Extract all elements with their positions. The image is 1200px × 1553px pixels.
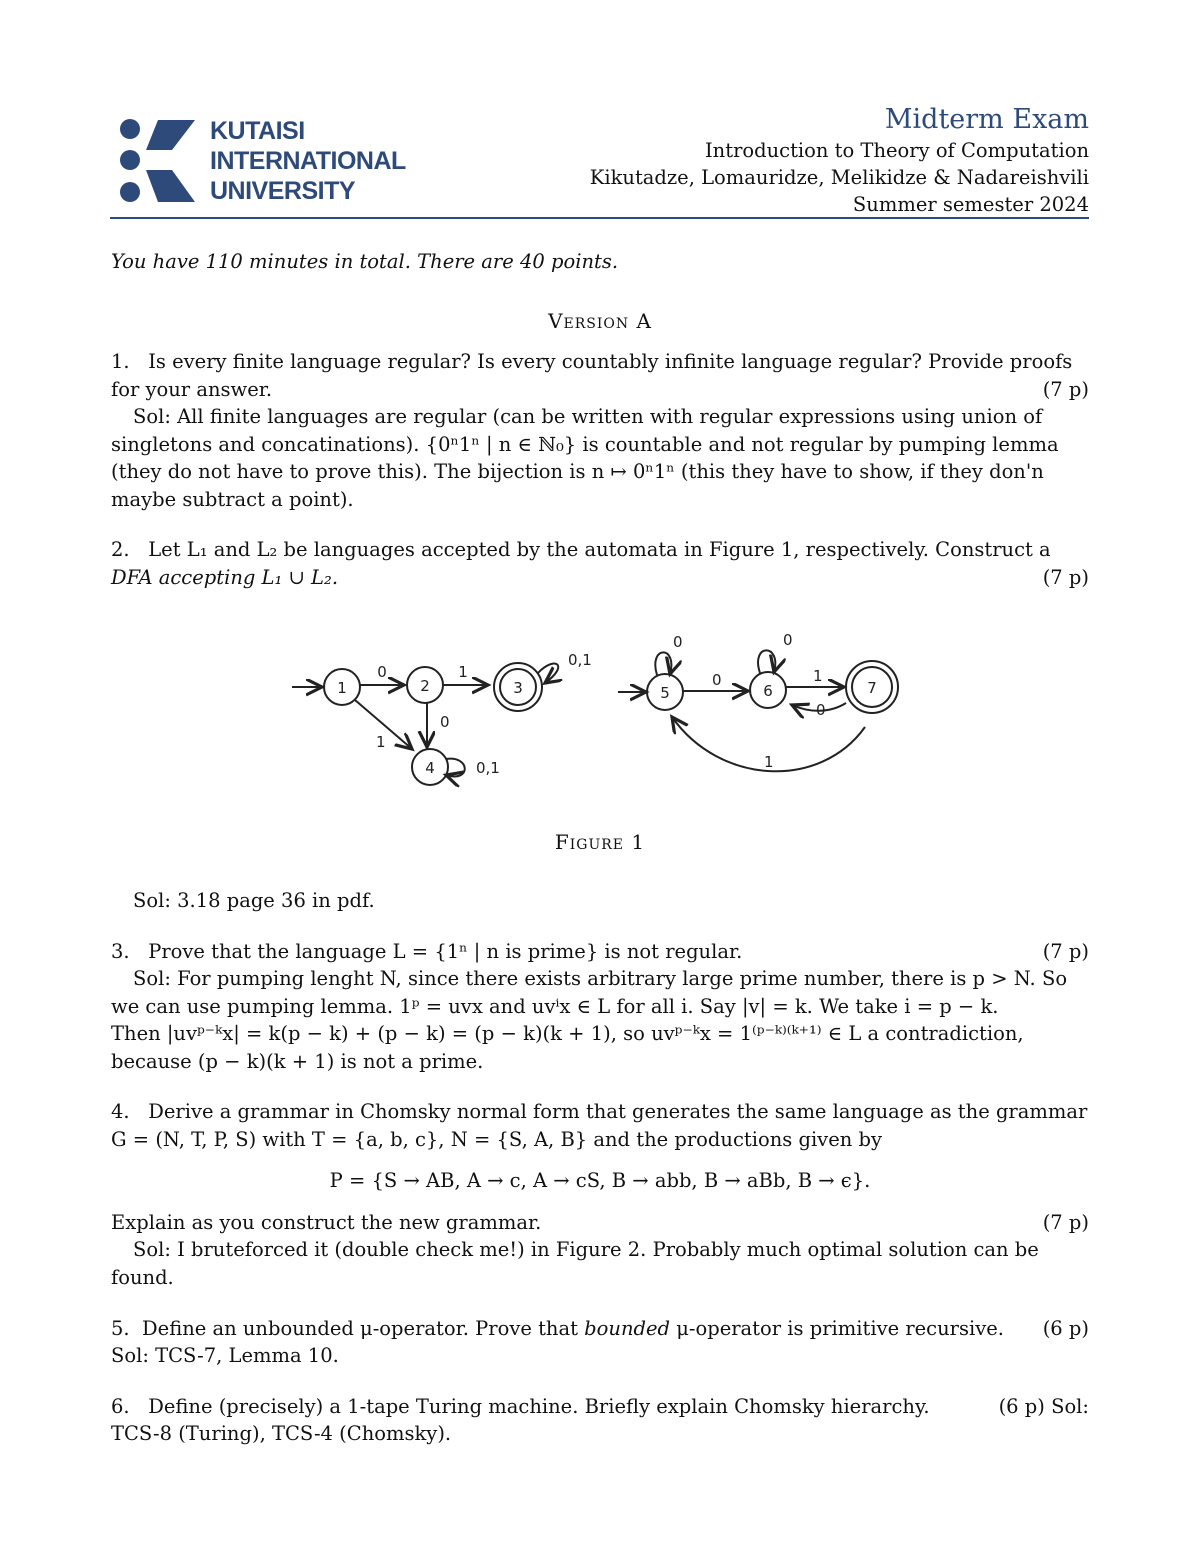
automaton-1 xyxy=(292,651,592,785)
state-label: 5 xyxy=(660,684,670,702)
transition-label: 1 xyxy=(458,663,468,681)
solution-line: Sol: TCS-7, Lemma 10. xyxy=(111,1344,339,1367)
question-2-line2 xyxy=(111,566,1089,589)
transition-label: 0 xyxy=(712,671,722,689)
logo-text-line: KUTAISI xyxy=(210,117,305,145)
transition-label: 1 xyxy=(376,733,386,751)
question-text: Is every finite language regular? Is every countably infinite language regular? Provide proofs xyxy=(148,350,1073,373)
state-label: 3 xyxy=(513,679,523,697)
points-label: (6 p) Sol: xyxy=(998,1395,1089,1418)
question-4-line3 xyxy=(111,1211,1089,1234)
points-label: (7 p) xyxy=(1042,378,1089,401)
transition-label: 1 xyxy=(813,667,823,685)
question-4 xyxy=(111,1100,1089,1123)
state-label: 7 xyxy=(867,679,877,697)
solution-line: because (p − k)(k + 1) is not a prime. xyxy=(111,1050,484,1073)
question-number: 3. xyxy=(111,940,130,963)
solution-line: Sol: For pumping lenght N, since there exists arbitrary large prime number, there is p > N. So xyxy=(133,967,1068,990)
question-text: Define (precisely) a 1-tape Turing machine. Briefly explain Chomsky hierarchy. xyxy=(148,1395,930,1418)
question-number: 1. xyxy=(111,350,130,373)
question-text: μ-operator is primitive recursive. xyxy=(670,1317,1004,1340)
question-1 xyxy=(111,350,1089,373)
question-number: 5. xyxy=(111,1317,130,1340)
course-name: Introduction to Theory of Computation xyxy=(704,139,1089,162)
solution-line: (they do not have to prove this). The bijection is n ↦ 0ⁿ1ⁿ (this they have to show, if they don'n xyxy=(111,460,1044,483)
question-2 xyxy=(111,538,1089,561)
solution-line: maybe subtract a point). xyxy=(111,488,354,511)
question-text: G = (N, T, P, S) with T = {a, b, c}, N = {S, A, B} and the productions given by xyxy=(111,1128,882,1151)
transition-label: 0 xyxy=(783,631,793,649)
state-label: 4 xyxy=(425,759,435,777)
question-number: 4. xyxy=(111,1100,130,1123)
university-logo xyxy=(110,112,410,212)
semester: Summer semester 2024 xyxy=(852,193,1089,216)
question-6 xyxy=(111,1395,1089,1418)
transition-label: 1 xyxy=(764,753,774,771)
question-number: 2. xyxy=(111,538,130,561)
transition-label: 0,1 xyxy=(476,759,500,777)
figure-1-automata xyxy=(280,625,940,805)
version-heading: Version A xyxy=(548,309,652,333)
header-rule xyxy=(110,217,1089,219)
question-text: Explain as you construct the new grammar. xyxy=(111,1211,542,1234)
state-label: 2 xyxy=(420,677,430,695)
points-label: (7 p) xyxy=(1042,1211,1089,1234)
productions: P = {S → AB, A → c, A → cS, B → abb, B → aBb, B → ϵ}. xyxy=(329,1169,871,1192)
question-text: for your answer. xyxy=(111,378,273,401)
question-text: Let L₁ and L₂ be languages accepted by the automata in Figure 1, respectively. Construct a xyxy=(148,538,1051,561)
question-number: 6. xyxy=(111,1395,130,1418)
transition-label: 0 xyxy=(816,701,826,719)
question-3 xyxy=(111,940,1089,963)
question-text: Prove that the language L = {1ⁿ | n is prime} is not regular. xyxy=(148,940,743,963)
state-label: 6 xyxy=(763,682,773,700)
question-text: Define an unbounded μ-operator. Prove that xyxy=(142,1317,585,1340)
solution-line: we can use pumping lemma. 1ᵖ = uvx and uvⁱx ∈ L for all i. Say |v| = k. We take i = p − k. xyxy=(111,995,999,1018)
solution-line: singletons and concatinations). {0ⁿ1ⁿ | n ∈ ℕ₀} is countable and not regular by pumping lemma xyxy=(111,433,1059,456)
automaton-2 xyxy=(618,631,898,771)
points-label: (6 p) xyxy=(1042,1317,1089,1340)
transition-label: 0,1 xyxy=(568,651,592,669)
points-label: (7 p) xyxy=(1042,940,1089,963)
transition-label: 0 xyxy=(377,663,387,681)
question-text: Derive a grammar in Chomsky normal form that generates the same language as the grammar xyxy=(148,1100,1088,1123)
solution-line: Then |uvᵖ⁻ᵏx| = k(p − k) + (p − k) = (p − k)(k + 1), so uvᵖ⁻ᵏx = 1⁽ᵖ⁻ᵏ⁾⁽ᵏ⁺¹⁾ ∈ L a contradiction, xyxy=(111,1022,1024,1045)
question-5 xyxy=(111,1317,1089,1340)
intro-text: You have 110 minutes in total. There are 40 points. xyxy=(111,250,619,273)
points-label: (7 p) xyxy=(1042,566,1089,589)
question-1-line2 xyxy=(111,378,1089,401)
logo-text-line: INTERNATIONAL xyxy=(210,147,406,175)
solution-line: found. xyxy=(111,1266,174,1289)
solution-line: Sol: I bruteforced it (double check me!) in Figure 2. Probably much optimal solution can be xyxy=(133,1238,1039,1261)
transition-label: 0 xyxy=(440,713,450,731)
transition-label: 0 xyxy=(673,633,683,651)
solution-line: Sol: 3.18 page 36 in pdf. xyxy=(133,889,375,912)
logo-text-line: UNIVERSITY xyxy=(210,177,356,205)
solution-line: Sol: All finite languages are regular (can be written with regular expressions using union of xyxy=(133,405,1043,428)
exam-title: Midterm Exam xyxy=(884,104,1089,135)
authors: Kikutadze, Lomauridze, Melikidze & Nadareishvili xyxy=(589,166,1089,189)
figure-caption: Figure 1 xyxy=(554,830,646,854)
solution-line: TCS-8 (Turing), TCS-4 (Chomsky). xyxy=(111,1422,452,1445)
state-label: 1 xyxy=(337,679,347,697)
question-text: DFA accepting L₁ ∪ L₂. xyxy=(111,566,339,589)
question-text-emphasis: bounded xyxy=(584,1317,671,1340)
